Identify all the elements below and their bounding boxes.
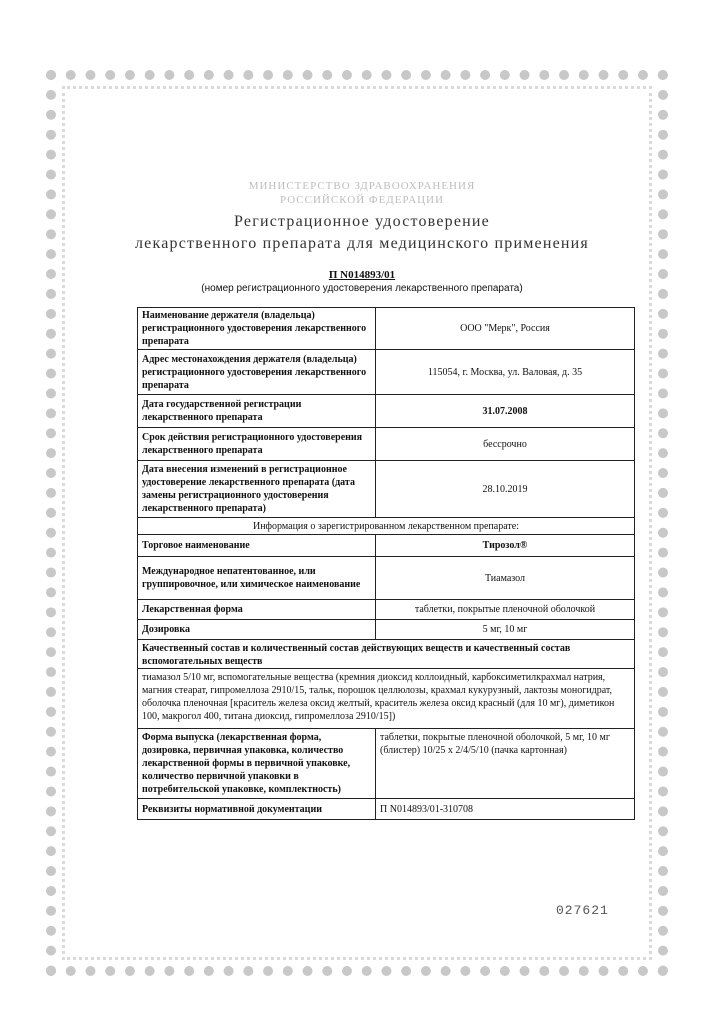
holder-label: Наименование держателя (владельца) регистрационного удостоверения лекарственного препарата [138,308,376,349]
changes-date-label: Дата внесения изменений в регистрационное удостоверение лекарственного препарата (дата замены регистрационного удостоверения лекарственного препарата) [138,461,376,517]
registration-table [137,307,635,820]
table-row [138,620,634,640]
table-row [138,428,634,461]
info-heading: Информация о зарегистрированном лекарственном препарате: [252,521,519,532]
trade-name-label: Торговое наименование [138,535,376,556]
table-row [138,461,634,518]
trade-name-value: Тирозол® [482,540,528,551]
table-row [138,729,634,799]
dosage-label: Дозировка [138,620,376,639]
address-value: 115054, г. Москва, ул. Валовая, д. 35 [427,366,583,378]
date-registration-label: Дата государственной регистрации лекарственного препарата [138,395,376,427]
inn-label: Международное непатентованное, или группировочное, или химическое наименование [138,557,376,599]
registration-number-caption: (номер регистрационного удостоверения лекарственного препарата) [201,283,523,294]
table-row [138,395,634,428]
dosage-form-value: таблетки, покрытые пленочной оболочкой [414,604,596,615]
dosage-form-label: Лекарственная форма [138,600,376,619]
table-row [138,535,634,557]
table-row [138,640,634,669]
registration-number: П N014893/01 [328,269,396,281]
validity-value: бессрочно [483,438,527,450]
table-row [138,799,634,819]
release-form-value: таблетки, покрытые пленочной оболочкой, 5 мг, 10 мг (блистер) 10/25 x 2/4/5/10 (пачка картонная) [380,732,610,756]
validity-label: Срок действия регистрационного удостоверения лекарственного препарата [138,428,376,460]
inn-value: Тиамазол [484,572,526,584]
composition-text: тиамазол 5/10 мг, вспомогательные вещества (кремния диоксид коллоидный, карбоксиметилкрахмал натрия, магния стеарат, гипромеллоза 2910/15, тальк, порошок целлюлозы, крахмал кукурузный, лактозы моногидрат, оболочка пленочная [краситель железа оксид желтый, краситель железа оксид красный (для 10 мг), диметикон 100, макрогол 400, титана диоксид, гипромеллоза 2910/15]) [142,672,615,722]
normative-doc-label: Реквизиты нормативной документации [138,799,376,819]
release-form-label: Форма выпуска (лекарственная форма, дозировка, первичная упаковка, количество лекарственной формы в первичной упаковке, количество первичной упаковки в потребительской упаковке, комплектность) [138,729,376,798]
table-row [138,308,634,350]
table-row [138,350,634,395]
document-title-line-2: лекарственного препарата для медицинского применения [135,235,589,252]
table-row [138,518,634,535]
normative-doc-value: П N014893/01-310708 [380,803,474,815]
address-label: Адрес местонахождения держателя (владельца) регистрационного удостоверения лекарственного препарата [138,350,376,394]
blank-serial-number: 027621 [556,903,609,918]
composition-heading: Качественный состав и количественный состав действующих веществ и качественный состав вспомогательных веществ [142,643,571,667]
dosage-value: 5 мг, 10 мг [482,624,528,635]
ministry-line-1: МИНИСТЕРСТВО ЗДРАВООХРАНЕНИЯ [248,180,476,192]
table-row [138,600,634,620]
date-registration-value: 31.07.2008 [482,405,528,417]
table-row [138,557,634,600]
ministry-line-2: РОССИЙСКОЙ ФЕДЕРАЦИИ [279,194,445,206]
holder-value: ООО "Мерк", Россия [460,323,550,334]
document-title-line-1: Регистрационное удостоверение [234,213,490,230]
table-row [138,669,634,729]
changes-date-value: 28.10.2019 [482,483,528,495]
